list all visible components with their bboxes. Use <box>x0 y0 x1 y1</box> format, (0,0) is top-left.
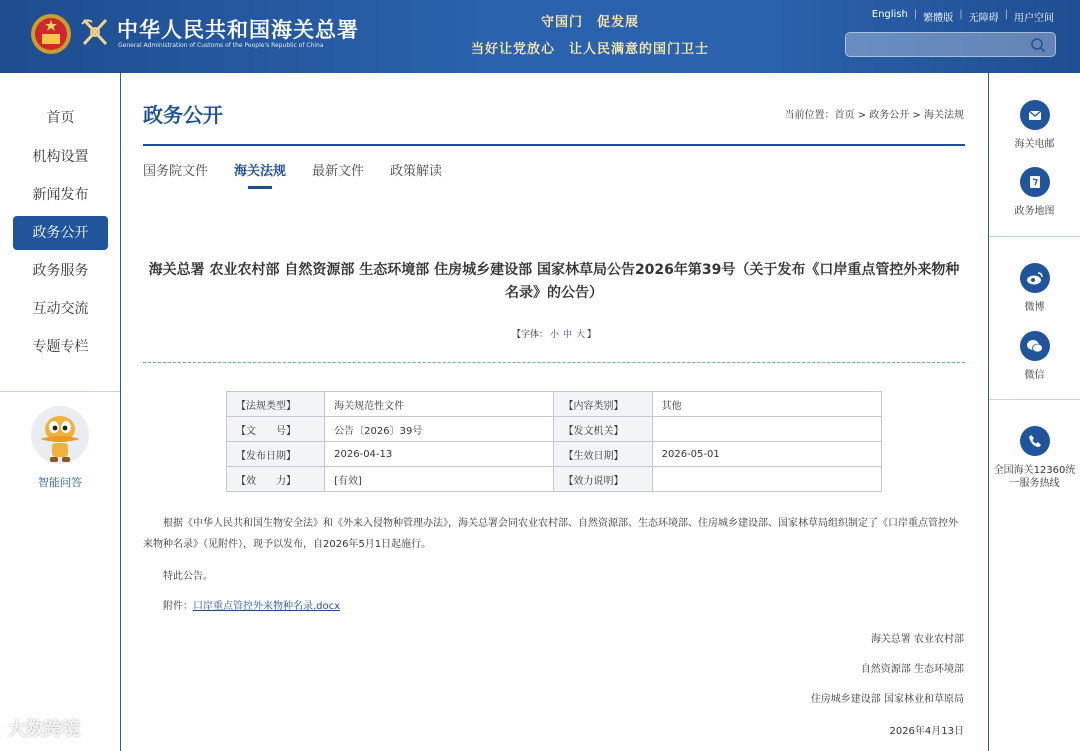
separator: | <box>1004 9 1008 20</box>
site-subtitle: General Administration of Customs of the People's Republic of China <box>118 42 324 49</box>
link-english[interactable]: English <box>871 9 908 20</box>
map-icon[interactable] <box>1020 167 1050 197</box>
rail-weibo[interactable] <box>989 263 1080 314</box>
table-row <box>227 442 882 467</box>
nav-item-home[interactable]: 首页 <box>46 110 75 126</box>
meta-value <box>652 417 881 442</box>
separator: | <box>959 9 963 20</box>
site-header <box>0 0 1080 73</box>
nav-item-topics[interactable]: 专题专栏 <box>32 339 89 355</box>
meta-key: 【文 号】 <box>227 417 325 442</box>
link-traditional[interactable]: 繁體版 <box>923 13 954 24</box>
font-size-suffix: 】 <box>587 330 597 340</box>
meta-value: 其他 <box>652 392 881 417</box>
meta-value: [有效] <box>325 467 554 492</box>
signature-line: 住房城乡建设部 国家林业和草原局 <box>810 694 964 705</box>
separator: | <box>913 9 918 20</box>
watermark: 大数跨境 <box>8 719 80 740</box>
tab-latest-documents[interactable]: 最新文件 <box>312 164 365 179</box>
body-paragraph: 根据《中华人民共和国生物安全法》和《外来入侵物种管理办法》，海关总署会同农业农村部、自然资源部、生态环境部、住房城乡建设部、国家林草局组织制定了《口岸重点管控外来物种名录》（见附件），现予以发布，自2026年5月1日起施行。 <box>143 518 958 550</box>
meta-key: 【内容类别】 <box>554 392 652 417</box>
meta-key: 【效力说明】 <box>554 467 652 492</box>
meta-value: 海关规范性文件 <box>325 392 554 417</box>
meta-key: 【发布日期】 <box>227 442 325 467</box>
rail-divider <box>989 236 1080 237</box>
search-input[interactable] <box>854 37 1024 53</box>
meta-key: 【生效日期】 <box>554 442 652 467</box>
mail-icon[interactable] <box>1020 100 1050 130</box>
rail-wechat[interactable] <box>989 331 1080 382</box>
attachment-link[interactable]: 口岸重点管控外来物种名录.docx <box>193 601 341 612</box>
rail-label: 微博 <box>1024 302 1045 313</box>
tab-customs-regulations[interactable]: 海关法规 <box>234 160 286 189</box>
attachment-line <box>143 596 965 617</box>
table-row <box>227 467 882 492</box>
assistant-label[interactable]: 智能问答 <box>38 476 82 489</box>
tab-policy-interpretation[interactable]: 政策解读 <box>390 164 443 179</box>
slogan-line-1: 守国门 促发展 <box>540 15 639 30</box>
dashed-divider <box>143 362 965 363</box>
weibo-icon[interactable] <box>1020 263 1050 293</box>
top-links <box>872 9 1054 24</box>
body-paragraph: 特此公告。 <box>163 571 213 582</box>
rail-hotline[interactable] <box>989 426 1080 490</box>
nav-item-services[interactable]: 政务服务 <box>32 263 89 279</box>
assistant-mascot-icon[interactable] <box>30 405 90 467</box>
font-size-large[interactable]: 大 <box>576 330 586 340</box>
breadcrumb: 当前位置：首页 > 政务公开 > 海关法规 <box>784 110 964 121</box>
link-accessibility[interactable]: 无障碍 <box>968 13 999 24</box>
signature-line: 海关总署 农业农村部 <box>870 634 964 645</box>
left-frame-line <box>120 73 121 751</box>
left-divider <box>0 391 120 392</box>
rail-label: 海关电邮 <box>1014 139 1055 150</box>
rail-email[interactable] <box>989 100 1080 151</box>
meta-key: 【效 力】 <box>227 467 325 492</box>
rail-label: 微信 <box>1024 370 1045 381</box>
meta-value <box>652 467 881 492</box>
search-icon[interactable] <box>1030 37 1046 53</box>
table-row <box>227 392 882 417</box>
title-rule <box>143 144 965 146</box>
signature-line: 自然资源部 生态环境部 <box>860 664 964 675</box>
meta-key: 【法规类型】 <box>227 392 325 417</box>
meta-value: 2026-05-01 <box>652 442 881 467</box>
link-user-space[interactable]: 用户空间 <box>1014 13 1054 24</box>
font-size-prefix: 【字体： <box>511 330 548 340</box>
table-row <box>227 417 882 442</box>
site-title: 中华人民共和国海关总署 <box>117 17 359 42</box>
page-title: 政务公开 <box>143 103 223 127</box>
tab-bar <box>143 160 442 189</box>
font-size-selector <box>143 327 965 340</box>
document-title: 海关总署 农业农村部 自然资源部 生态环境部 住房城乡建设部 国家林草局公告2026年第39号（关于发布《口岸重点管控外来物种名录》的公告） <box>148 262 960 301</box>
nav-item-government-affairs[interactable]: 政务公开 <box>13 216 108 250</box>
font-size-small[interactable]: 小 <box>549 330 559 340</box>
rail-label: 全国海关12360统一服务热线 <box>993 465 1076 489</box>
rail-map[interactable] <box>989 167 1080 218</box>
tab-state-council-documents[interactable]: 国务院文件 <box>143 164 209 179</box>
search-box <box>845 32 1056 57</box>
meta-value: 公告〔2026〕39号 <box>325 417 554 442</box>
signature-date: 2026年4月13日 <box>889 726 964 737</box>
attachment-prefix: 附件： <box>163 601 193 612</box>
meta-key: 【发文机关】 <box>554 417 652 442</box>
wechat-icon[interactable] <box>1020 331 1050 361</box>
phone-icon[interactable] <box>1020 426 1050 456</box>
slogan-line-2: 当好让党放心 让人民满意的国门卫士 <box>470 42 709 57</box>
nav-item-news[interactable]: 新闻发布 <box>32 187 89 203</box>
nav-item-organization[interactable]: 机构设置 <box>32 149 89 165</box>
meta-value: 2026-04-13 <box>325 442 554 467</box>
metadata-table <box>226 391 882 492</box>
nav-item-interaction[interactable]: 互动交流 <box>32 301 89 317</box>
font-size-medium[interactable]: 中 <box>562 330 572 340</box>
rail-divider <box>989 399 1080 400</box>
rail-label: 政务地图 <box>1014 206 1055 217</box>
